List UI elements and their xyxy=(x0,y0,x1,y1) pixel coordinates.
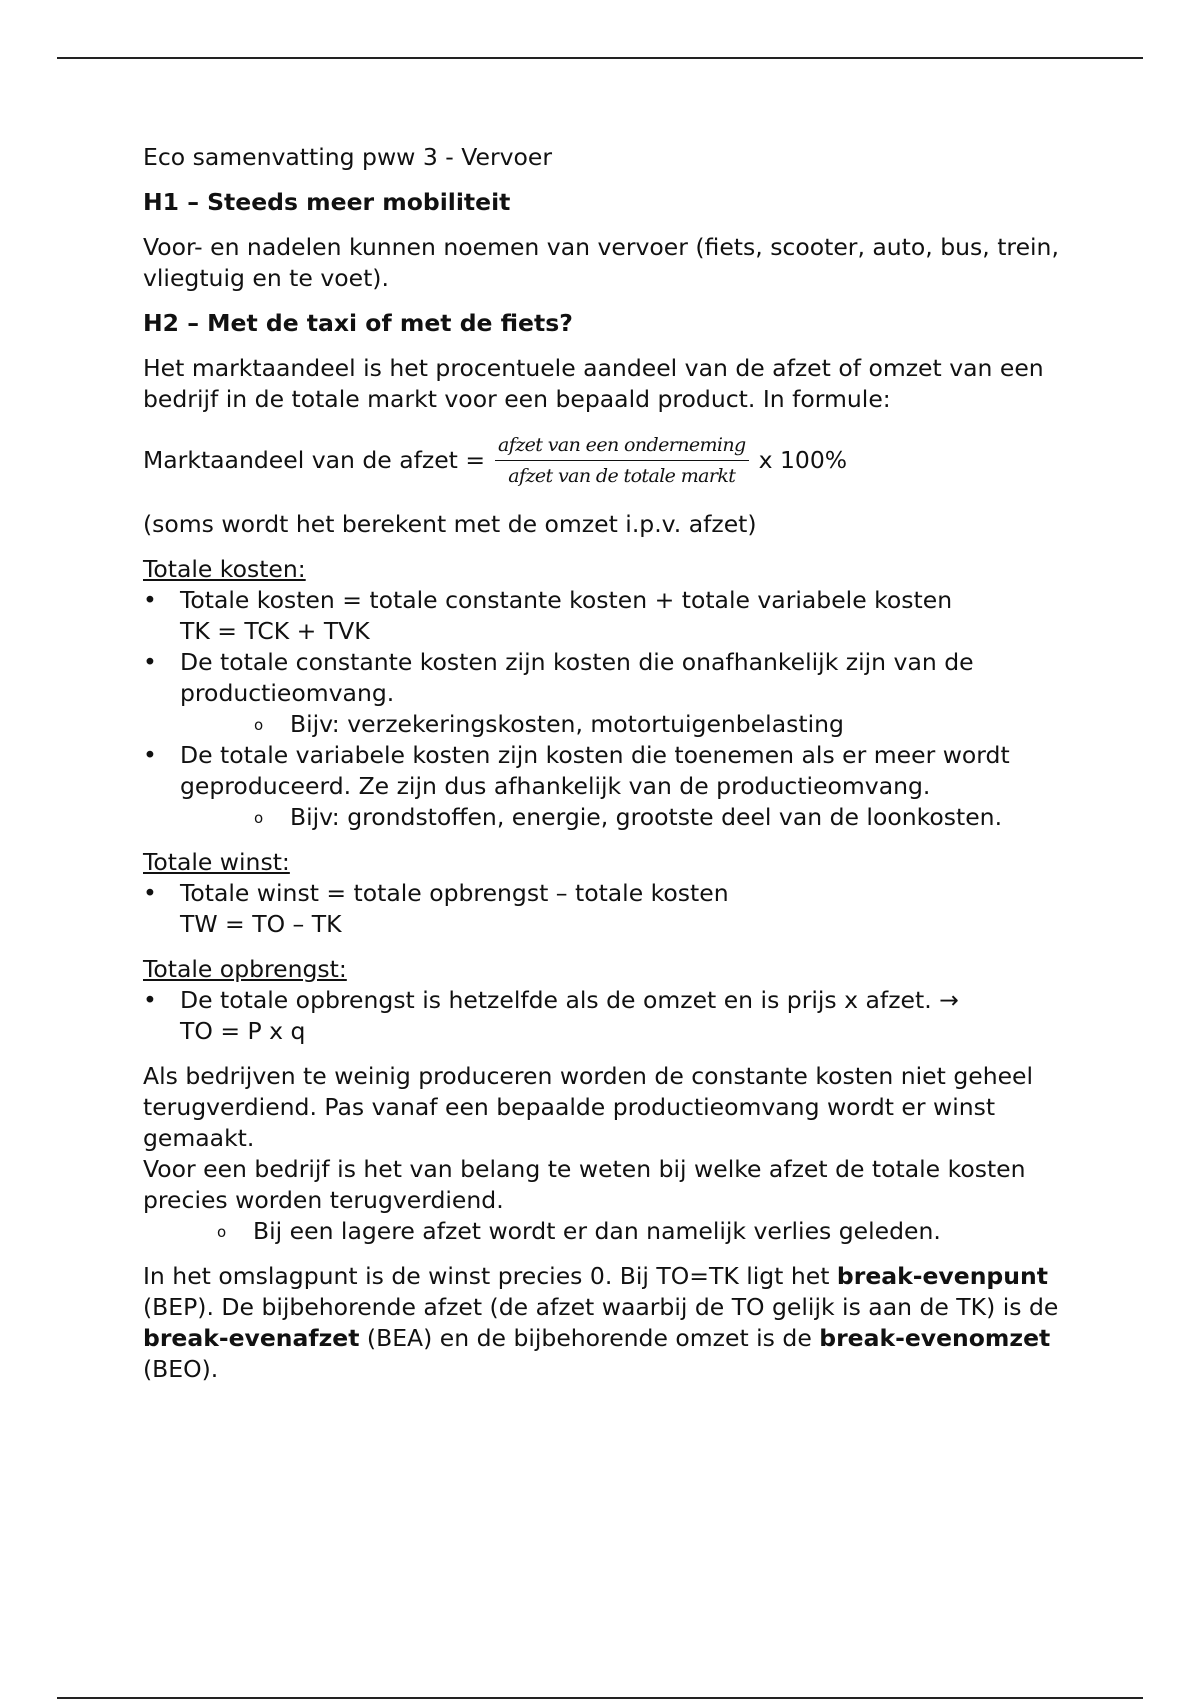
sub-bullet-text: Bijv: verzekeringskosten, motortuigenbelasting xyxy=(290,710,844,738)
h1-text: Voor- en nadelen kunnen noemen van vervoer (fiets, scooter, auto, bus, trein, vliegtuig en te voet). xyxy=(143,233,1059,292)
break-even-text: (BEO). xyxy=(143,1355,219,1383)
sub-bullet-icon: o xyxy=(254,809,264,827)
totale-kosten-list xyxy=(143,585,1083,833)
bullet-text: Totale kosten = totale constante kosten + totale variabele kosten xyxy=(180,586,953,614)
bullet-text: De totale constante kosten zijn kosten die onafhankelijk zijn van de productieomvang. xyxy=(180,648,974,707)
bullet-icon: • xyxy=(143,586,157,614)
footer-rule xyxy=(57,1697,1143,1699)
list-item xyxy=(143,647,1083,740)
h2-intro: Het marktaandeel is het procentuele aandeel van de afzet of omzet van een bedrijf in de totale markt voor een bepaald product. In formule: xyxy=(143,354,1044,413)
bullet-icon: • xyxy=(143,879,157,907)
sub-list-item xyxy=(180,802,1083,833)
header-rule xyxy=(57,57,1143,59)
list-item xyxy=(143,585,1083,647)
h2-note: (soms wordt het berekent met de omzet i.p.v. afzet) xyxy=(143,510,757,538)
sub-bullet-text: Bijv: grondstoffen, energie, grootste deel van de loonkosten. xyxy=(290,803,1003,831)
sub-bullet-text: Bij een lagere afzet wordt er dan namelijk verlies geleden. xyxy=(253,1217,941,1245)
break-even-text: (BEA) en de bijbehorende omzet is de xyxy=(359,1324,820,1352)
sub-list-item xyxy=(180,709,1083,740)
sub-list xyxy=(180,709,1083,740)
list-item xyxy=(143,985,1083,1047)
break-even-text: (BEP). De bijbehorende afzet (de afzet waarbij de TO gelijk is aan de TK) is de xyxy=(143,1293,1059,1321)
heading-h1: H1 – Steeds meer mobiliteit xyxy=(143,188,511,216)
bullet-icon: • xyxy=(143,741,157,769)
formula-right: x 100% xyxy=(758,445,848,474)
totale-winst-label: Totale winst: xyxy=(143,848,290,876)
formula-numerator: afzet van een onderneming xyxy=(495,433,749,461)
marktaandeel-formula xyxy=(143,429,1083,491)
break-even-text: In het omslagpunt is de winst precies 0. Bij TO=TK ligt het xyxy=(143,1262,837,1290)
bullet-text: De totale opbrengst is hetzelfde als de omzet en is prijs x afzet. → xyxy=(180,986,959,1014)
sub-list xyxy=(180,802,1083,833)
bullet-icon: • xyxy=(143,648,157,676)
sub-bullet-icon: o xyxy=(254,716,264,734)
bullet-text: TK = TCK + TVK xyxy=(180,617,370,645)
bullet-text: Totale winst = totale opbrengst – totale kosten xyxy=(180,879,729,907)
bullet-icon: • xyxy=(143,986,157,1014)
bullet-text: TO = P x q xyxy=(180,1017,306,1045)
sub-list-item xyxy=(143,1216,1083,1247)
paragraph-constante-kosten: Als bedrijven te weinig produceren worden de constante kosten niet geheel terugverdiend. Pas vanaf een bepaalde productieomvang wordt er winst gemaakt. xyxy=(143,1062,1034,1152)
paragraph-terugverdiend: Voor een bedrijf is het van belang te weten bij welke afzet de totale kosten precies worden terugverdiend. xyxy=(143,1155,1026,1214)
totale-opbrengst-label: Totale opbrengst: xyxy=(143,955,347,983)
heading-h2: H2 – Met de taxi of met de fiets? xyxy=(143,309,573,337)
totale-opbrengst-list xyxy=(143,985,1083,1047)
totale-kosten-label: Totale kosten: xyxy=(143,555,306,583)
sub-bullet-icon: o xyxy=(217,1223,227,1241)
term-break-evenafzet: break-evenafzet xyxy=(143,1324,360,1352)
formula-fraction xyxy=(495,433,749,488)
formula-left: Marktaandeel van de afzet = xyxy=(143,445,486,474)
bullet-text: De totale variabele kosten zijn kosten die toenemen als er meer wordt geproduceerd. Ze zijn dus afhankelijk van de productieomvang. xyxy=(180,741,1010,800)
list-item xyxy=(143,740,1083,833)
bullet-text: TW = TO – TK xyxy=(180,910,342,938)
document-title: Eco samenvatting pww 3 - Vervoer xyxy=(143,143,553,171)
document-body xyxy=(143,142,1083,1385)
formula-denominator: afzet van de totale markt xyxy=(508,464,736,487)
paragraph-break-even xyxy=(143,1261,1083,1385)
term-break-evenomzet: break-evenomzet xyxy=(819,1324,1051,1352)
totale-winst-list xyxy=(143,878,1083,940)
list-item xyxy=(143,878,1083,940)
term-break-evenpunt: break-evenpunt xyxy=(836,1262,1048,1290)
